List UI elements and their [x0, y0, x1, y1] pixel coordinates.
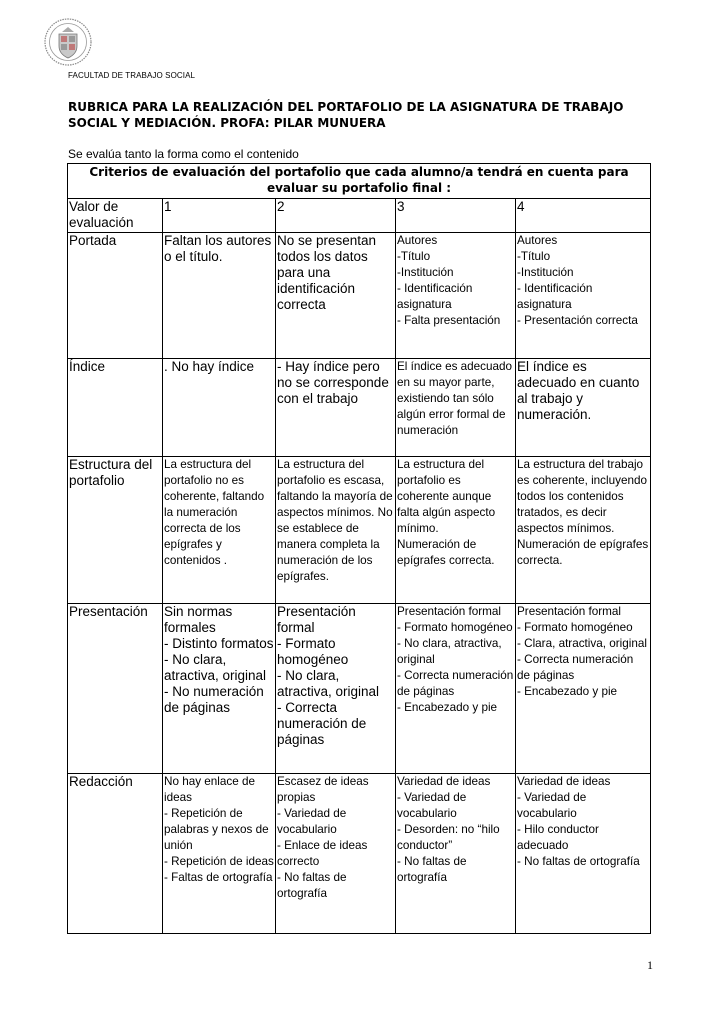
table-row	[68, 774, 651, 934]
table-cell: Faltan los autores o el título.	[163, 233, 276, 359]
table-row	[68, 359, 651, 457]
table-cell: La estructura del portafolio no es coherente, faltando la numeración correcta de los epígrafes y contenidos .	[163, 457, 276, 604]
intro-text: Se evalúa tanto la forma como el contenido	[68, 147, 299, 161]
table-cell: No se presentan todos los datos para una identificación correcta	[276, 233, 396, 359]
table-cell: Variedad de ideas - Variedad de vocabulario - Desorden: no “hilo conductor” - No faltas de ortografía	[396, 774, 516, 934]
document-title: RUBRICA PARA LA REALIZACIÓN DEL PORTAFOLIO DE LA ASIGNATURA DE TRABAJO SOCIAL Y MEDIACIÓN. PROFA: PILAR MUNUERA	[68, 100, 624, 130]
table-cell: Escasez de ideas propias - Variedad de vocabulario - Enlace de ideas correcto - No faltas de ortografía	[276, 774, 396, 934]
table-cell: Presentación formal - Formato homogéneo - No clara, atractiva, original - Correcta numeración de páginas - Encabezado y pie	[396, 604, 516, 774]
header-cell-score-2: 2	[276, 199, 396, 233]
faculty-name: FACULTAD DE TRABAJO SOCIAL	[68, 71, 196, 80]
table-cell: Sin normas formales - Distinto formatos - No clara, atractiva, original - No numeración de páginas	[163, 604, 276, 774]
page-number: 1	[647, 958, 653, 972]
header-cell-score-4: 4	[516, 199, 651, 233]
table-cell: Variedad de ideas - Variedad de vocabulario - Hilo conductor adecuado - No faltas de ortografía	[516, 774, 651, 934]
table-cell: - Hay índice pero no se corresponde con el trabajo	[276, 359, 396, 457]
criterion-cell: Presentación	[68, 604, 163, 774]
criterion-cell: Portada	[68, 233, 163, 359]
table-cell: La estructura del portafolio es escasa, faltando la mayoría de aspectos mínimos. No se establece de manera completa la numeración de los epígrafes.	[276, 457, 396, 604]
table-cell: Presentación formal - Formato homogéneo - Clara, atractiva, original - Correcta numeración de páginas - Encabezado y pie	[516, 604, 651, 774]
criterion-cell: Estructura del portafolio	[68, 457, 163, 604]
university-seal-icon	[44, 18, 92, 66]
rubric-table	[67, 163, 651, 934]
table-cell: . No hay índice	[163, 359, 276, 457]
table-row	[68, 604, 651, 774]
table-caption: Criterios de evaluación del portafolio que cada alumno/a tendrá en cuenta para evaluar su portafolio final :	[68, 164, 651, 199]
table-cell: El índice es adecuado en su mayor parte, existiendo tan sólo algún error formal de numeración	[396, 359, 516, 457]
table-row	[68, 233, 651, 359]
criterion-cell: Índice	[68, 359, 163, 457]
criterion-cell: Redacción	[68, 774, 163, 934]
table-cell: Autores -Título -Institución - Identificación asignatura - Presentación correcta	[516, 233, 651, 359]
header-cell-score-3: 3	[396, 199, 516, 233]
table-cell: No hay enlace de ideas - Repetición de palabras y nexos de unión - Repetición de ideas - Faltas de ortografía	[163, 774, 276, 934]
header-cell-score-1: 1	[163, 199, 276, 233]
table-row	[68, 457, 651, 604]
table-cell: Autores -Título -Institución - Identificación asignatura - Falta presentación	[396, 233, 516, 359]
table-cell: El índice es adecuado en cuanto al trabajo y numeración.	[516, 359, 651, 457]
table-cell: La estructura del portafolio es coherente aunque falta algún aspecto mínimo. Numeración de epígrafes correcta.	[396, 457, 516, 604]
table-cell: La estructura del trabajo es coherente, incluyendo todos los contenidos tratados, es decir aspectos mínimos. Numeración de epígrafes correcta.	[516, 457, 651, 604]
table-cell: Presentación formal - Formato homogéneo - No clara, atractiva, original - Correcta numeración de páginas	[276, 604, 396, 774]
header-cell-criterion: Valor de evaluación	[68, 199, 163, 233]
